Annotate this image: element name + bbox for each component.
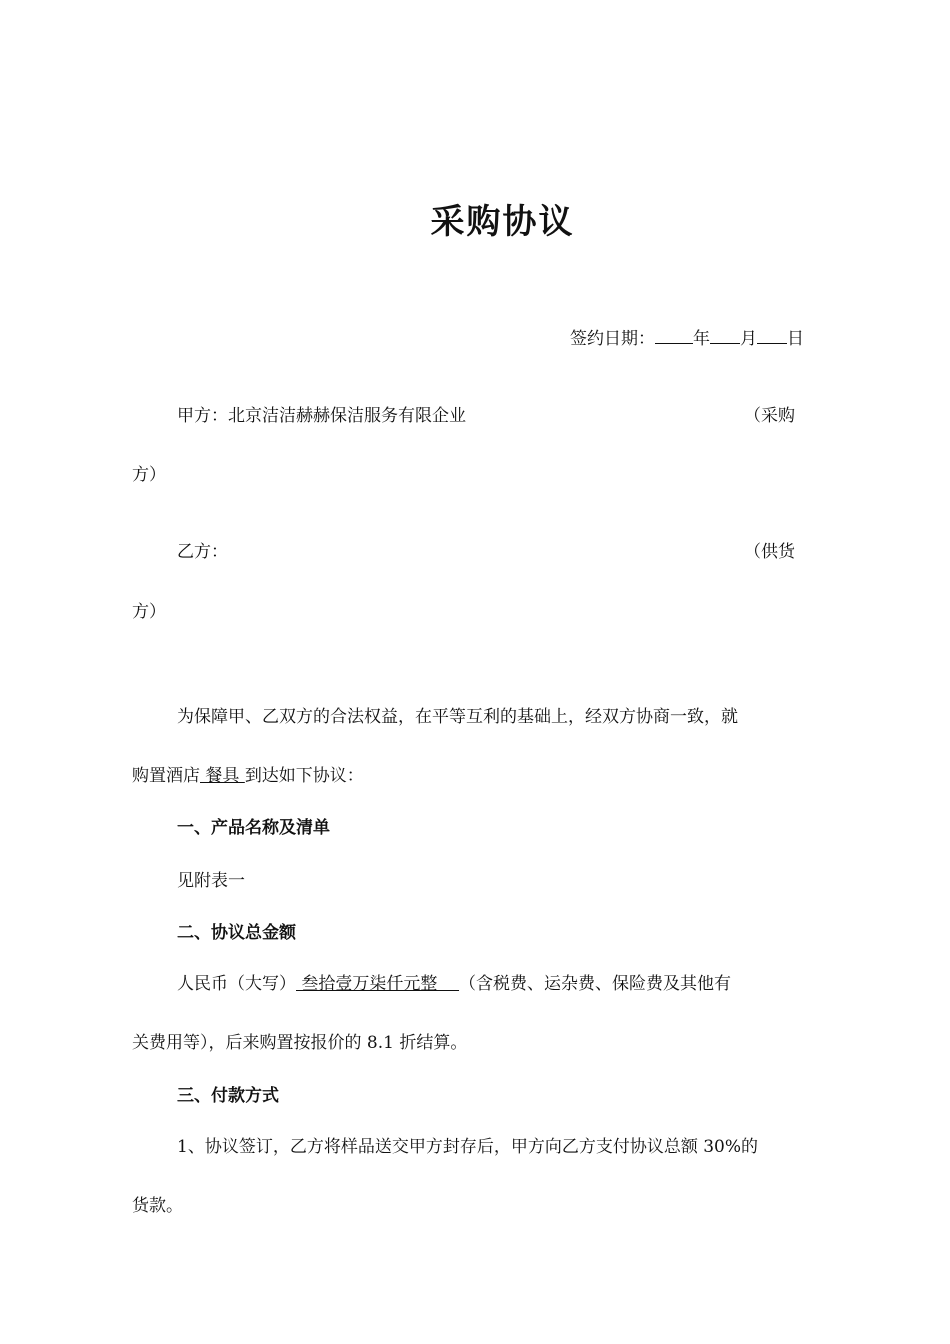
party-a-role-start: （采购	[744, 406, 795, 426]
section3-heading: 三、付款方式	[177, 1086, 279, 1106]
year-blank	[655, 327, 693, 344]
purchase-item: 餐具	[200, 766, 245, 786]
amount-prefix: 人民币（大写）	[177, 974, 296, 994]
document-title: 采购协议	[430, 202, 575, 242]
intro-suffix: 到达如下协议：	[244, 766, 364, 786]
day-label: 日	[787, 329, 804, 349]
month-label: 月	[740, 329, 757, 349]
party-a-label: 甲方：	[177, 406, 228, 426]
section1-heading: 一、产品名称及清单	[177, 818, 330, 838]
year-label: 年	[693, 329, 710, 349]
party-b-role-start: （供货	[744, 542, 795, 562]
month-blank	[710, 327, 740, 344]
intro-line-2	[132, 764, 364, 788]
amount-suffix: （含税费、运杂费、保险费及其他有	[459, 974, 732, 994]
sign-date-label: 签约日期：	[570, 329, 655, 349]
party-a-role-end: 方）	[132, 465, 166, 485]
party-b-role-end: 方）	[132, 602, 166, 622]
sign-date-line	[570, 327, 804, 351]
party-a-line	[177, 404, 466, 428]
day-blank	[757, 327, 787, 344]
section1-body: 见附表一	[177, 871, 245, 891]
intro-prefix: 购置酒店	[132, 766, 200, 786]
section3-item1-line2: 货款。	[132, 1196, 183, 1216]
section2-line-2: 关费用等），后来购置按报价的 8.1 折结算。	[132, 1033, 468, 1053]
section2-amount-line	[177, 972, 731, 996]
intro-line-1: 为保障甲、乙双方的合法权益，在平等互利的基础上，经双方协商一致，就	[177, 707, 738, 727]
amount-value: 叁拾壹万柒仟元整	[296, 974, 460, 994]
party-b-label: 乙方：	[177, 542, 228, 562]
section3-item1-line1: 1、协议签订，乙方将样品送交甲方封存后，甲方向乙方支付协议总额 30%的	[177, 1137, 759, 1157]
party-a-name: 北京洁洁赫赫保洁服务有限企业	[228, 406, 466, 426]
section2-heading: 二、协议总金额	[177, 923, 296, 943]
